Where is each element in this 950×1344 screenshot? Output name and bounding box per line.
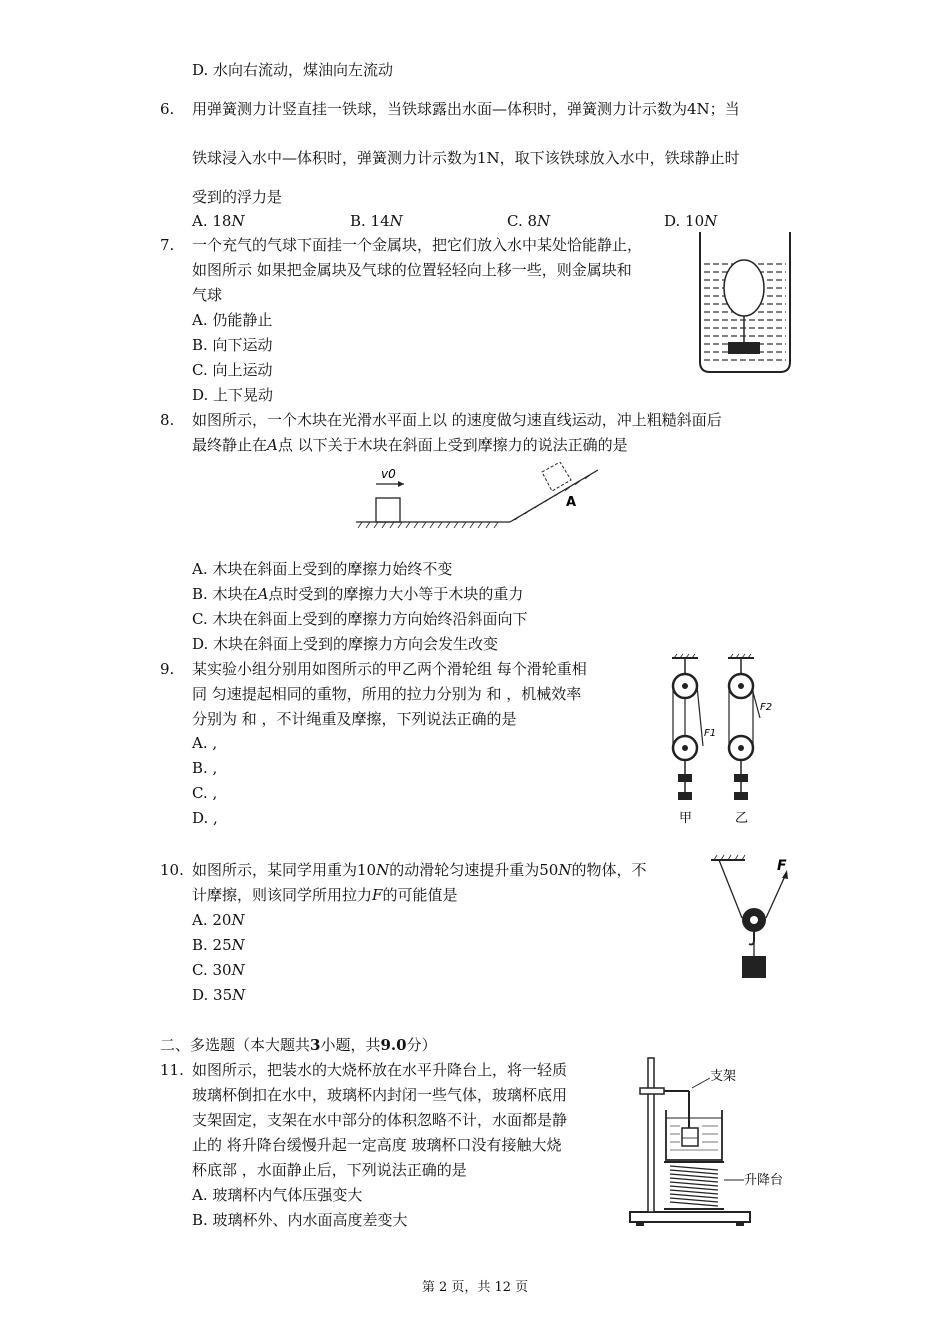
jia-label: 甲	[679, 811, 693, 826]
q10-option-d: D. 35N	[192, 986, 246, 1004]
q10-stem-line2: 计摩擦，则该同学所用拉力F的可能值是	[192, 886, 458, 904]
balloon-beaker-figure	[696, 230, 796, 375]
q6-option-c: C. 8N	[507, 212, 551, 230]
q7-stem-line3: 气球	[192, 286, 223, 304]
q7-stem-line2: 如图所示 如果把金属块及气球的位置轻轻向上移一些，则金属块和	[192, 261, 632, 279]
q11-option-a: A. 玻璃杯内气体压强变大	[192, 1186, 363, 1204]
f2-label: F2	[760, 702, 773, 713]
metal-block	[728, 342, 760, 354]
ground-hatch	[358, 522, 498, 528]
v0-label: v0	[381, 467, 396, 481]
q11-stem-line1: 如图所示，把装水的大烧杯放在水平升降台上，将一轻质	[192, 1061, 568, 1079]
f-label: F	[777, 858, 787, 874]
block-position-a	[542, 462, 571, 491]
q10-number: 10.	[160, 861, 184, 879]
q11-number: 11.	[160, 1061, 184, 1079]
q8-number: 8.	[160, 411, 175, 429]
lift-table-figure	[626, 1052, 796, 1230]
q9-option-b: B. ,	[192, 759, 218, 777]
balloon	[724, 260, 764, 316]
q8-option-d: D. 木块在斜面上受到的摩擦力方向会发生改变	[192, 635, 499, 653]
stand-pole	[648, 1058, 654, 1212]
base-plate	[630, 1212, 750, 1222]
q6-option-a: A. 18N	[192, 212, 245, 230]
stand-label: 支架	[710, 1069, 737, 1084]
q9-stem-line1: 某实验小组分别用如图所示的甲乙两个滑轮组 每个滑轮重相	[192, 660, 587, 678]
q6-option-d: D. 10N	[664, 212, 718, 230]
q8-option-b: B. 木块在A点时受到的摩擦力大小等于木块的重力	[192, 585, 524, 603]
hook	[749, 932, 754, 945]
q9-option-a: A. ,	[192, 734, 218, 752]
q9-number: 9.	[160, 660, 175, 678]
q11-stem-line2: 玻璃杯倒扣在水中，玻璃杯内封闭一些气体，玻璃杯底用	[192, 1086, 568, 1104]
q7-option-b: B. 向下运动	[192, 336, 273, 354]
q9-option-c: C. ,	[192, 784, 218, 802]
q6-stem-line1: 用弹簧测力计竖直挂一铁球，当铁球露出水面—体积时，弹簧测力计示数为4N；当	[192, 100, 740, 118]
rope-right	[766, 876, 785, 918]
q7-option-d: D. 上下晃动	[192, 386, 274, 404]
q8-option-a: A. 木块在斜面上受到的摩擦力始终不变	[192, 560, 453, 578]
q11-stem-line3: 支架固定，支架在水中部分的体积忽略不计，水面都是静	[192, 1111, 568, 1129]
lift-label: 升降台	[744, 1173, 784, 1188]
q6-stem-line3: 受到的浮力是	[192, 188, 283, 206]
lift-spring	[670, 1166, 718, 1206]
q8-stem-line1: 如图所示，一个木块在光滑水平面上以 的速度做匀速直线运动，冲上粗糙斜面后	[192, 411, 722, 429]
q6-option-b: B. 14N	[350, 212, 403, 230]
wood-block	[376, 498, 400, 522]
f1-label: F1	[704, 728, 717, 739]
rope-left	[719, 860, 742, 918]
q10-option-c: C. 30N	[192, 961, 245, 979]
q9-stem-line3: 分别为 和 ，不计绳重及摩擦，下列说法正确的是	[192, 710, 517, 728]
page-footer: 第 2 页，共 12 页	[421, 1280, 529, 1295]
q9-option-d: D. ,	[192, 809, 218, 827]
pulley-systems-figure	[658, 652, 793, 832]
point-a-label: A	[566, 495, 577, 510]
q10-option-a: A. 20N	[192, 911, 245, 929]
q10-option-b: B. 25N	[192, 936, 245, 954]
q6-number: 6.	[160, 100, 175, 118]
q11-stem-line4: 止的 将升降台缓慢升起一定高度 玻璃杯口没有接触大烧	[192, 1136, 562, 1154]
q7-option-c: C. 向上运动	[192, 361, 273, 379]
q8-stem-line2: 最终静止在A点 以下关于木块在斜面上受到摩擦力的说法正确的是	[192, 436, 628, 454]
pulley-system-yi	[728, 654, 772, 826]
pulley-system-jia	[672, 654, 716, 826]
clamp	[640, 1088, 664, 1094]
q10-stem-line1: 如图所示，某同学用重为10N的动滑轮匀速提升重为50N的物体，不	[192, 861, 647, 879]
load-block	[742, 956, 766, 978]
q11-option-b: B. 玻璃杯外、内水面高度差变大	[192, 1211, 408, 1229]
q7-stem-line1: 一个充气的气球下面挂一个金属块，把它们放入水中某处恰能静止，	[192, 236, 643, 254]
q5-option-d: D. 水向右流动，煤油向左流动	[192, 61, 394, 79]
q7-option-a: A. 仍能静止	[192, 311, 273, 329]
yi-label: 乙	[735, 811, 749, 826]
incline-figure	[350, 462, 605, 534]
glass-cup	[682, 1128, 698, 1146]
q6-stem-line2: 铁球浸入水中—体积时，弹簧测力计示数为1N，取下该铁球放入水中，铁球静止时	[192, 149, 740, 167]
q9-stem-line2: 同 匀速提起相同的重物，所用的拉力分别为 和 ，机械效率	[192, 685, 582, 703]
velocity-arrowhead	[398, 481, 404, 487]
incline-line	[510, 470, 598, 522]
q8-option-c: C. 木块在斜面上受到的摩擦力方向始终沿斜面向下	[192, 610, 528, 628]
q11-stem-line5: 杯底部 ，水面静止后，下列说法正确的是	[192, 1161, 467, 1179]
q7-number: 7.	[160, 236, 175, 254]
stand-leader	[692, 1078, 710, 1088]
movable-pulley-figure	[705, 852, 795, 984]
section2-heading: 二、多选题（本大题共3小题，共9.0分）	[160, 1036, 437, 1054]
